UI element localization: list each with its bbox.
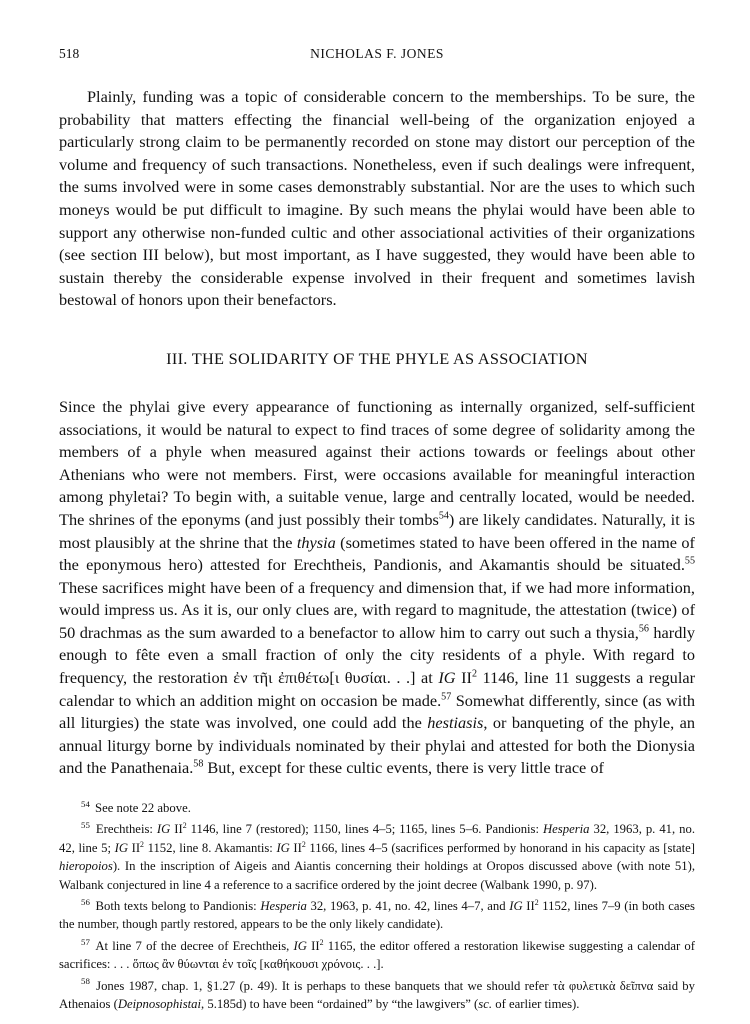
footnote-58 bbox=[59, 977, 695, 1014]
running-head: NICHOLAS F. JONES bbox=[310, 46, 444, 61]
work-title: Deipnosophistai bbox=[117, 997, 202, 1012]
text-run: 1165, the editor offered a restoration likewise suggesting a calendar of sacrifices: . . . ὅπως ἂν θύωνται ἐν τοῖς [καθήκουσι χρόνοις. . .]. bbox=[59, 938, 695, 972]
text-run: Since the phylai give every appearance of functioning as internally organized, self-sufficient associations, it would be natural to expect to find traces of some degree of solidarity among the members of a phyle when measured against their actions towards or feelings about other Athenians who were not members. First, were occasions available for meaningful interaction among phyletai? To begin with, a suitable venue, large and centrally located, would be needed. The shrines of the eponyms (and just possibly their tombs bbox=[59, 396, 695, 529]
journal-title: Hesperia bbox=[260, 899, 307, 914]
superscript: 2 bbox=[182, 821, 187, 831]
footnote-ref-55: 55 bbox=[684, 555, 695, 567]
text-run: II bbox=[289, 840, 302, 855]
footnotes bbox=[59, 799, 695, 1013]
superscript: 2 bbox=[319, 937, 324, 947]
text-run: 32, 1963, p. 41, no. 42, lines 4–7, and bbox=[306, 899, 510, 914]
abbrev-ig: IG bbox=[114, 840, 128, 855]
text-run: II bbox=[306, 938, 320, 953]
text-run: of earlier times). bbox=[492, 997, 580, 1012]
text-run: 1152, lines 7–9 (in both cases the number, though partly restored, appears to be the only likely candidate). bbox=[59, 899, 695, 932]
footnote-ref-57: 57 bbox=[441, 691, 452, 703]
text-run: Erechtheis: bbox=[95, 822, 157, 837]
text-run: 1146, line 7 (restored); 1150, lines 4–5; 1165, lines 5–6. Pandionis: bbox=[186, 822, 543, 837]
term-thysia: thysia bbox=[296, 532, 336, 552]
footnote-56 bbox=[59, 897, 695, 934]
footnote-ref-56: 56 bbox=[638, 623, 649, 635]
page-number: 518 bbox=[59, 46, 80, 61]
text-run: , 5.185d) to have been “ordained” by “the lawgivers” ( bbox=[201, 997, 479, 1012]
text-run: hardly enough to fête even a small fraction of only the city residents of a phyle. With regard to frequency, the restoration ἐν τῆι ἐπιθέτω[ι θυσίαι. . .] at bbox=[59, 622, 696, 688]
text-run: Somewhat differently, since (as with all liturgies) the state was involved, one could add the bbox=[59, 690, 695, 733]
superscript: 2 bbox=[534, 897, 539, 907]
superscript: 2 bbox=[140, 839, 144, 849]
superscript: 2 bbox=[471, 668, 477, 680]
text-run: II bbox=[455, 668, 472, 688]
abbrev-sc: sc. bbox=[478, 997, 493, 1012]
term-hieropoios: hieropoios bbox=[59, 859, 113, 874]
text-run: Jones 1987, chap. 1, §1.27 (p. 49). It is perhaps to these banquets that we should refer τὰ φυλετικὰ δεῖπνα said by Athenaios ( bbox=[59, 978, 695, 1012]
text-run: 1166, lines 4–5 (sacrifices performed by honorand in his capacity as [state] bbox=[305, 840, 695, 855]
text-run: ). In the inscription of Aigeis and Aiantis concerning their holdings at Oropos discussed above (with note 51), Walbank conjectured in line 4 a reference to a sacrifice ordered by the joint decree (Walbank 1990, p. 97). bbox=[59, 859, 695, 892]
page-header bbox=[59, 46, 695, 70]
text-run: (sometimes stated to have been offered in the name of the eponymous hero) attested for Erechtheis, Pandionis, and Akamantis should be situated. bbox=[59, 532, 695, 575]
abbrev-ig: IG bbox=[438, 668, 456, 688]
footnote-55 bbox=[59, 820, 695, 894]
text-run: 32, 1963, p. 41, no. 42, line 5; bbox=[59, 822, 696, 855]
section-heading: III. THE SOLIDARITY OF THE PHYLE AS ASSOCIATION bbox=[166, 348, 588, 368]
text-run: II bbox=[522, 899, 535, 914]
text-run: But, except for these cultic events, there is very little trace of bbox=[203, 758, 604, 778]
footnote-ref-54: 54 bbox=[438, 510, 449, 522]
abbrev-ig: IG bbox=[156, 822, 171, 837]
superscript: 2 bbox=[301, 839, 306, 849]
text-run: These sacrifices might have been of a frequency and dimension that, if we had more information, would impress us. As it is, our only clues are, with regard to magnitude, the attestation (twice) of 50 drachmas as the sum awarded to a benefactor to allow him to carry out such a thysia, bbox=[59, 577, 695, 642]
paragraph-solidarity bbox=[59, 396, 695, 780]
footnote-number: 58 bbox=[81, 976, 90, 987]
footnote-ref-58: 58 bbox=[193, 759, 204, 771]
text-run: See note 22 above. bbox=[95, 801, 191, 816]
text-run: At line 7 of the decree of Erechtheis, bbox=[95, 938, 294, 953]
footnote-number: 56 bbox=[81, 896, 90, 907]
text-run: Both texts belong to Pandionis: bbox=[95, 899, 261, 914]
abbrev-ig: IG bbox=[509, 899, 523, 914]
footnote-number: 54 bbox=[81, 798, 90, 809]
text-run: 1152, line 8. Akamantis: bbox=[143, 840, 277, 855]
abbrev-ig: IG bbox=[293, 938, 307, 953]
abbrev-ig: IG bbox=[276, 840, 290, 855]
term-hestiasis: hestiasis bbox=[427, 713, 484, 733]
footnote-54 bbox=[59, 799, 695, 817]
paragraph-funding: Plainly, funding was a topic of considerable concern to the memberships. To be sure, the probability that matters effecting the financial well-being of the organization enjoyed a particularly strong claim to be permanently recorded on stone may distort our perception of the volume and frequency of such transactions. Nonetheless, even if such dealings were infrequent, the sums involved were in some cases demonstrably substantial. Nor are the uses to which such moneys would be put difficult to imagine. By such means the phylai would have been able to support any otherwise non-funded cultic and other associational activities of their organizations (see section III below), but most important, as I have suggested, they would have been able to sustain thereby the considerable expense involved in their frequent and sometimes lavish bestowal of honors upon their benefactors. bbox=[59, 87, 695, 310]
footnote-57 bbox=[59, 937, 695, 974]
text-run: ) are likely candidates. Naturally, it is most plausibly at the shrine that the bbox=[59, 509, 695, 552]
page bbox=[59, 46, 695, 1014]
journal-title: Hesperia bbox=[543, 822, 590, 837]
text-run: , or banqueting of the phyle, an annual liturgy borne by individuals nominated by their phylai and attested for both the Dionysia and the Panathenaia. bbox=[59, 713, 695, 778]
text-run: II bbox=[127, 840, 141, 855]
text-run: II bbox=[170, 822, 183, 837]
footnote-number: 55 bbox=[81, 820, 90, 831]
text-run: 1146, line 11 suggests a regular calendar to which an addition might on occasion be made. bbox=[59, 668, 695, 710]
footnote-number: 57 bbox=[81, 936, 90, 947]
